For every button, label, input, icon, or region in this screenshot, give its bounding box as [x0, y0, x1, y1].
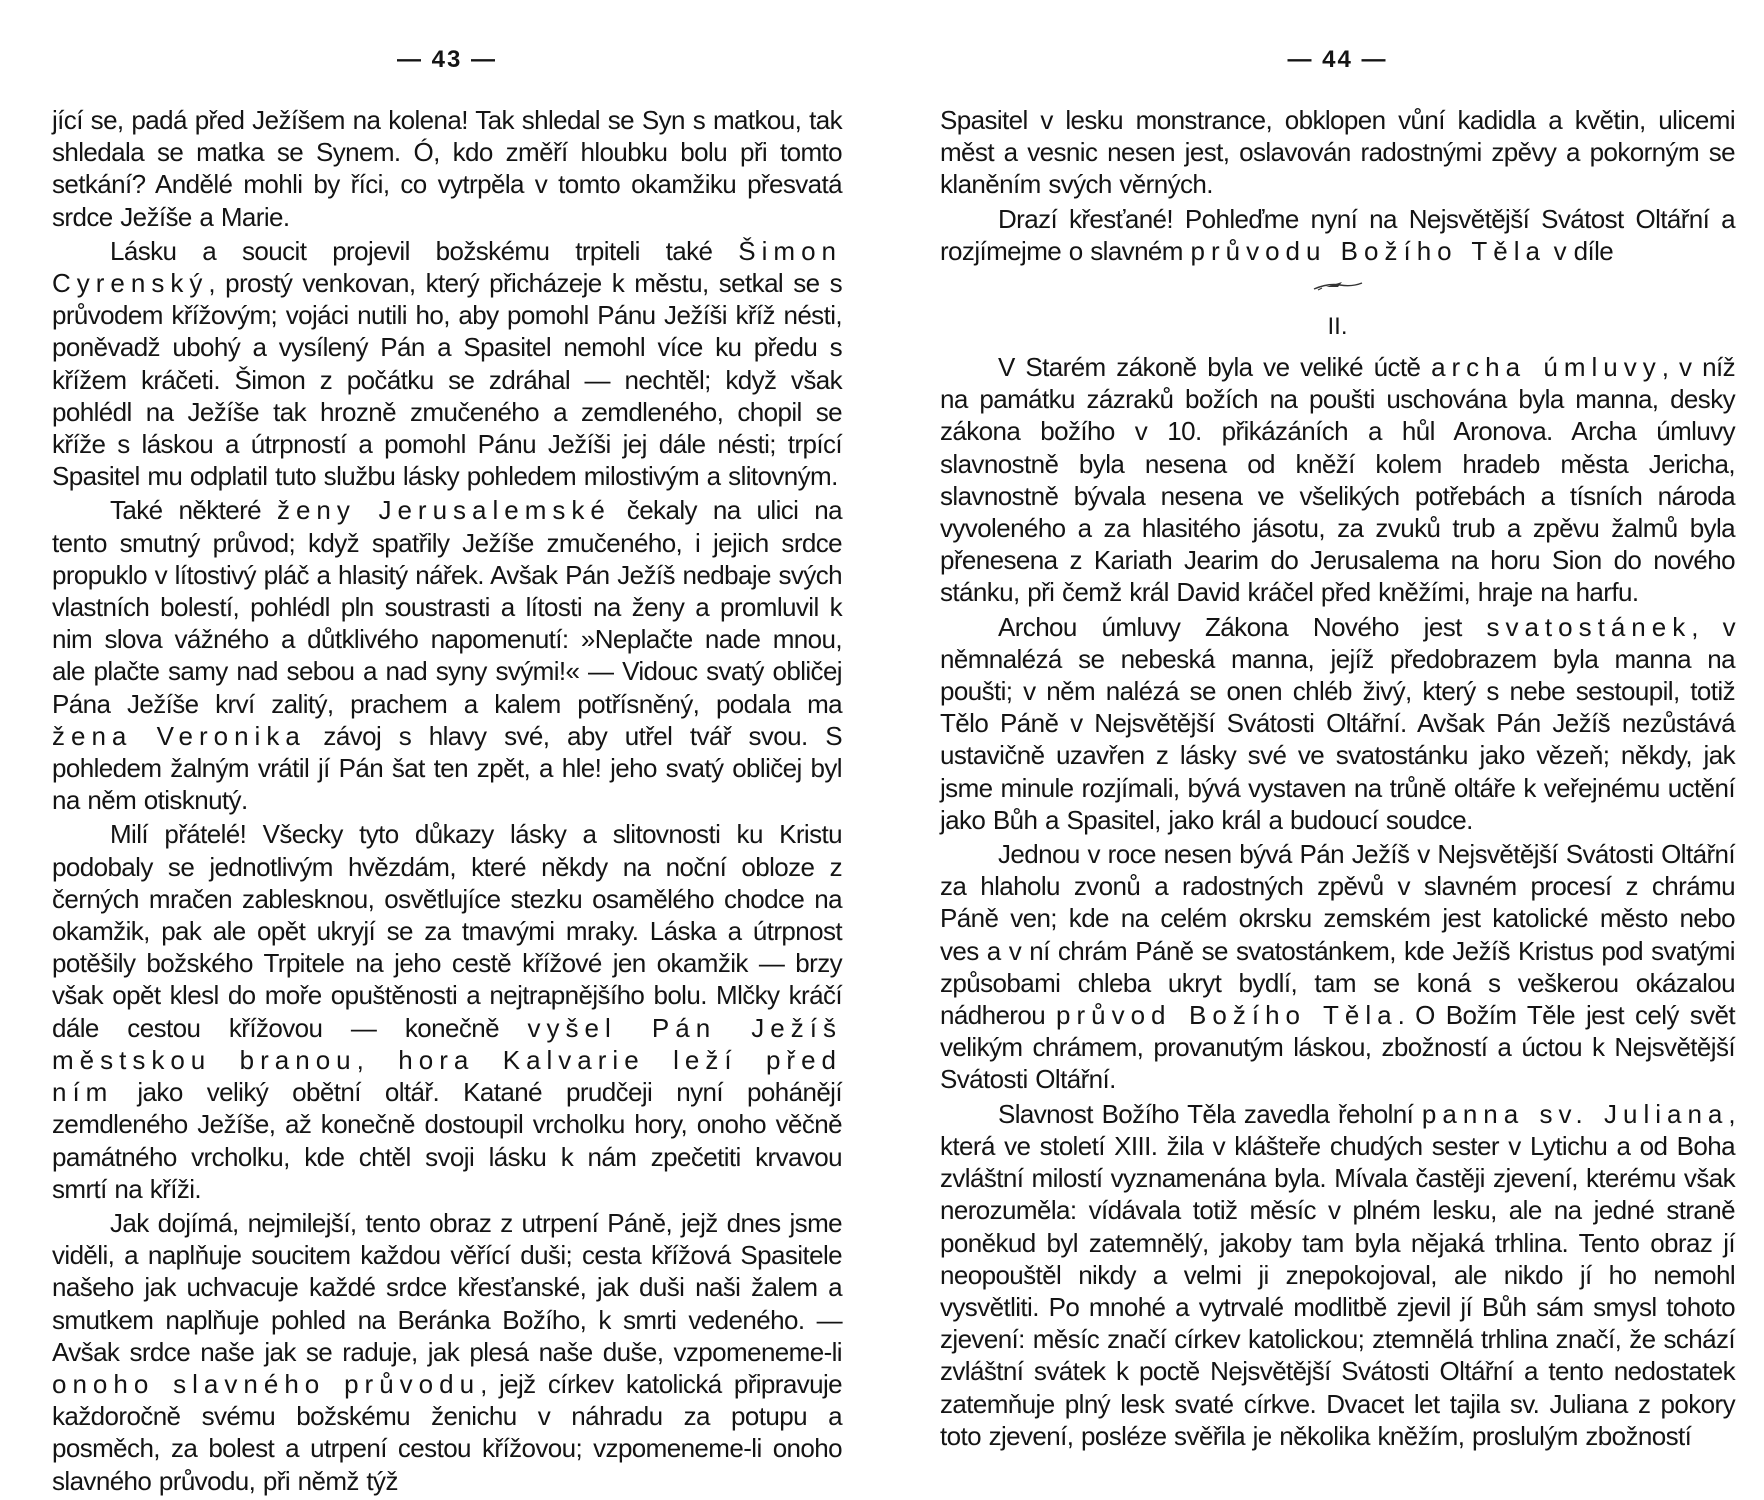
spaced-emphasis-text: panna sv. Juliana: [1421, 1098, 1729, 1129]
right-page-body: [940, 104, 1735, 1452]
spaced-emphasis-text: ženy Jerusalemské: [276, 495, 611, 526]
paragraph-text: Spasitel v lesku monstrance, obklopen vůní kadidla a květin, ulicemi měst a vesnic nesen jest, oslavován radostnými zpěvy a pokorným se klaněním svých věrných.: [940, 105, 1735, 200]
paragraph-text: . O Božím Těle jest celý svět velikým chrámem, provanutým láskou, zbožností a úctou k Nejsvětější Svátosti Oltářní.: [940, 1000, 1736, 1095]
paragraph-text: Lásku a soucit projevil božskému trpiteli také: [110, 235, 739, 266]
paragraph: [52, 104, 842, 233]
paragraph-text: jako veliký obětní oltář. Katané prudčeji nyní pohánějí zemdleného Ježíše, až konečně dostoupil vrcholku hory, onoho věčně památného vrcholku, kde chtěl svoji lásku k nám zpečetiti krvavou smrtí na kříži.: [52, 1077, 842, 1204]
spaced-emphasis-text: svatostánek: [1486, 611, 1692, 642]
paragraph-text: , která ve století XIII. žila v klášteře chudých sester v Lytichu a od Boha zvláštní milostí vyznamenána byla. Mívala častěji zjevení, kterému však nerozuměla: vídávala totiž měsíc v plném lesku, ale na jedné straně poněkud byl zatemnělý, jakoby tam byla nějaká trhlina. Tento obraz jí neopouštěl nikdy a velmi ji znepokojoval, ale nikdo jí ho nemohl vysvětliti. Po mnohé a vytrvalé modlitbě zjevil jí Bůh sám smysl tohoto zjevení: měsíc značí církev katolickou; ztemnělá trhlina značí, že schází zvláštní svátek k poctě Nejsvětější Svátosti Oltářní a tento nedostatek zatemňuje plný lesk svaté církve. Dvacet let tajila sv. Juliana z pokory toto zjevení, posléze svěřila je několika kněžím, proslulým zbožností: [940, 1098, 1736, 1451]
section-ornament: [940, 273, 1735, 313]
ornament-flourish-icon: [1308, 273, 1368, 297]
spaced-emphasis-text: průvodu Božího Těla: [1190, 235, 1546, 266]
paragraph-text: V Starém zákoně byla ve veliké úctě: [998, 352, 1432, 383]
spaced-emphasis-text: Šimon Cyrenský: [52, 235, 842, 299]
paragraph-text: Archou úmluvy Zákona Nového jest: [998, 611, 1487, 642]
paragraph: [940, 351, 1735, 609]
paragraph-text: Milí přátelé! Všecky tyto důkazy lásky a slitovnosti ku Kristu podobaly se jednotlivým hvězdám, které někdy na noční obloze z černých mračen zablesknou, osvětlujíce stezku osamělého chodce na okamžik, pak ale opět ukryjí se za tmavými mraky. Láska a útrpnost potěšily božského Trpitele na jeho cestě křížové jen okamžik — brzy však opět klesl do moře opuštěnosti a nejtrapnějšího bolu. Mlčky kráčí dále cestou křížovou — konečně: [52, 819, 842, 1043]
paragraph-text: Drazí křesťané! Pohleďme nyní na Nejsvětější Svátost Oltářní a rozjímejme o slavném: [940, 203, 1735, 266]
spaced-emphasis-text: vyšel Pán Ježíš městskou branou, hora Kalvarie leží před ním: [52, 1012, 842, 1108]
paragraph-text: Také některé: [110, 495, 277, 526]
paragraph: [52, 818, 842, 1204]
paragraph-text: Jak dojímá, nejmilejší, tento obraz z utrpení Páně, jejž dnes jsme viděli, a naplňuje soucitem každou věřící duši; cesta křížová Spasitele našeho jak uchvacuje každé srdce křesťanské, jak duši naši žalem a smutkem naplňuje pohled na Beránka Božího, k smrti vedeného. — Avšak srdce naše jak se raduje, jak plesá naše duše, vzpomeneme-li: [52, 1207, 842, 1367]
paragraph-text: Slavnost Božího Těla zavedla řeholní: [998, 1098, 1422, 1129]
paragraph: [52, 235, 842, 493]
paragraph-text: , v němnalézá se nebeská manna, jejíž předobrazem byla manna na poušti; v něm nalézá se onen chléb živý, který s nebe sestoupil, totiž Tělo Páně v Nejsvětější Svátosti Oltářní. Avšak Pán Ježíš nezůstává ustavičně uzavřen z lásky své ve svatostánku jako vězeň; někdy, jak jsme minule rozjímali, bývá vystaven na trůně oltáře k veřejnému uctění jako Bůh a Spasitel, jako král a budoucí soudce.: [940, 611, 1735, 835]
left-page: [52, 0, 842, 1500]
paragraph-text: čekaly na ulici na tento smutný průvod; když spatřily Ježíše zmučeného, i jejich srdce propuklo v lítostivý pláč a hlasitý nářek. Avšak Pán Ježíš nedbaje svých vlastních bolestí, pohlédl pln soustrasti a lítosti na ženy a promluvil k nim slova vážného a důtklivého napomenutí: »Neplačte nade mnou, ale plačte samy nad sebou a nad syny svými!« — Vidouc svatý obličej Pána Ježíše krví zalitý, prachem a kalem potřísněný, podala ma: [52, 495, 842, 719]
spaced-emphasis-text: onoho slavného průvodu: [52, 1368, 481, 1399]
paragraph: [940, 203, 1735, 267]
paragraph-text: jící se, padá před Ježíšem na kolena! Tak shledal se Syn s matkou, tak shledala se matka se Synem. Ó, kdo změří hloubku bolu při tomto setkání? Andělé mohli by říci, co vytrpěla v tomto okamžiku přesvatá srdce Ježíše a Marie.: [52, 105, 842, 232]
paragraph: [940, 104, 1735, 201]
left-page-body: [52, 104, 842, 1497]
right-page-paragraphs-after: [940, 351, 1735, 1452]
spaced-emphasis-text: průvod Božího Těla: [1056, 1000, 1398, 1031]
paragraph-text: závoj s hlavy své, aby utřel tvář svou. S pohledem žalným vrátil jí Pán šat ten zpět, a hle! jeho svatý obličej byl na něm otisknutý.: [52, 720, 842, 816]
paragraph: [52, 1207, 842, 1497]
paragraph-text: , v níž na památku zázraků božích na poušti uschována byla manna, desky zákona božího v 10. přikázáních a hůl Aronova. Archa úmluvy slavnostně byla nesena od kněží kolem hradeb města Jericha, slavnostně bývala nesena ve všelikých potřebách a tísních národa vyvoleného a za hlasitého jásotu, za zvuků trub a zpěvu žalmů byla přenesena z Kariath Jearim do Jerusalema na horu Sion do nového stánku, při čemž král David kráčel před kněžími, hraje na harfu.: [940, 352, 1735, 608]
section-heading: II.: [1327, 313, 1348, 341]
paragraph: [940, 838, 1735, 1096]
spaced-emphasis-text: archa úmluvy: [1431, 352, 1662, 383]
page-number-right: — 44 —: [1287, 46, 1388, 73]
paragraph-text: , prostý venkovan, který přicházeje k městu, setkal se s průvodem křížovým; vojáci nutili ho, aby pomohl Pánu Ježíši kříž nésti, poněvadž ubohý a vysílený Pán a Spasitel nemohl více ku předu s křížem kráčeti. Šimon z počátku se zdráhal — nechtěl; když však pohlédl na Ježíše tak hrozně zmučeného a zemdleného, chopil se kříže s láskou a útrpností a pomohl Pánu Ježíši jej dále nésti; trpící Spasitel mu odplatil tuto službu lásky pohledem milostivým a slitovným.: [52, 268, 842, 492]
paragraph-text: , jejž církev katolická připravuje každoročně svému božskému ženichu v náhradu za potupu a posměch, za bolest a utrpení cestou křížovou; vzpomeneme-li onoho slavného průvodu, při němž týž: [52, 1368, 843, 1496]
page-number-left: — 43 —: [396, 46, 498, 73]
paragraph-text: v díle: [1545, 235, 1614, 266]
paragraph: [940, 1098, 1735, 1452]
paragraph: [940, 611, 1735, 836]
spaced-emphasis-text: žena Veronika: [52, 720, 306, 751]
paragraph: [52, 494, 842, 816]
paragraph-text: Jednou v roce nesen bývá Pán Ježíš v Nejsvětější Svátosti Oltářní za hlaholu zvonů a radostných zpěvů v slavném procesí z chrámu Páně ven; kde na celém okrsku zemském jest katolické město nebo ves a v ní chrám Páně se svatostánkem, kde Ježíš Kristus pod svatými způsobami chleba ukryt bydlí, tam se koná s veškerou okázalou nádherou: [940, 839, 1735, 1031]
right-page: [940, 0, 1735, 1500]
right-page-paragraphs-before: [940, 104, 1735, 267]
